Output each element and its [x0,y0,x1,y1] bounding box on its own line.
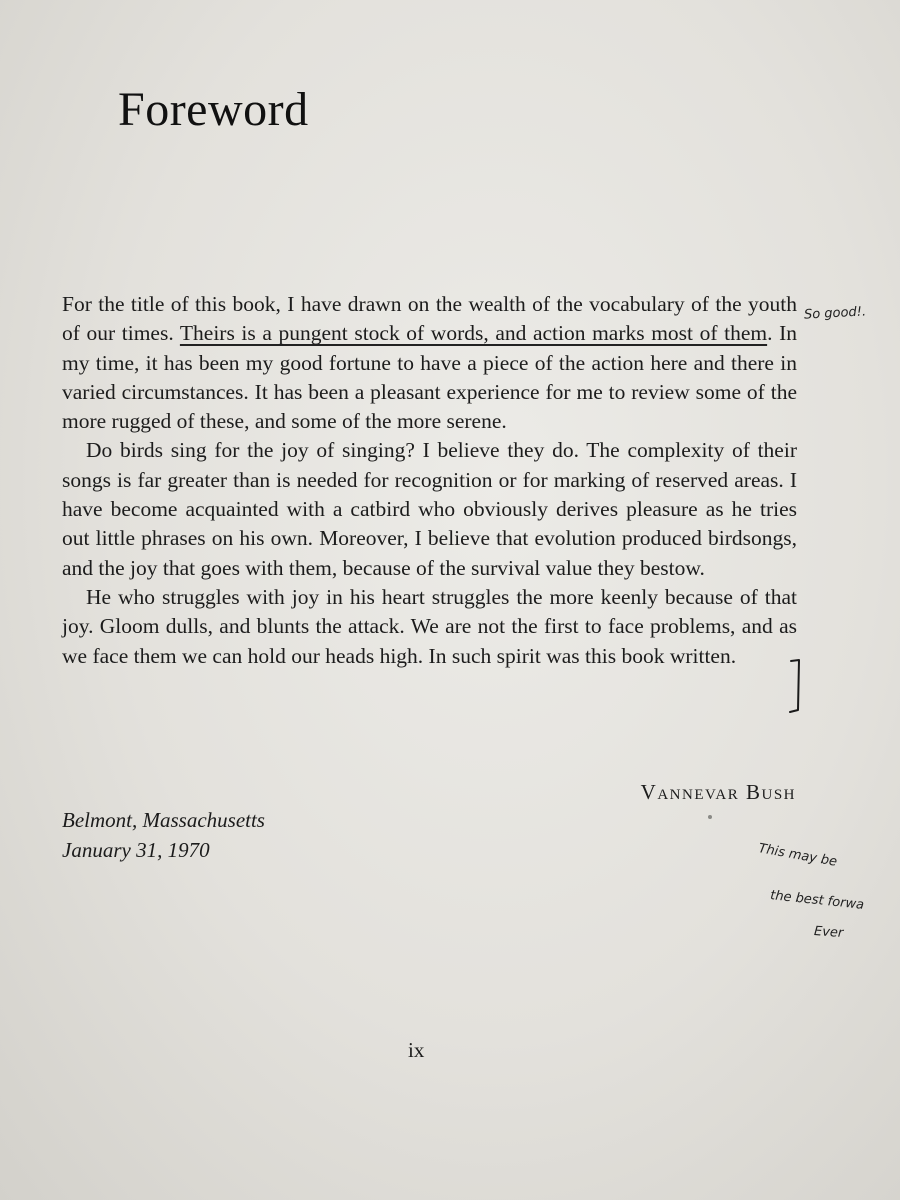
paragraph-1-start: For the title of this book, I have drawn on the wealth of the vocabulary of the youth of our times. [62,292,797,346]
underlined-phrase: Theirs is a pungent stock of words, and action marks most of them [179,321,768,346]
date-line: January 31, 1970 [62,838,210,862]
paragraph-1-end: . In my time, it has been my good fortune to have a piece of the action here and there in varied circumstances. It has been a pleasant experience for me to review some of the more rugged of these, and some of the more serene. [62,321,797,434]
margin-note-line-3: Ever [813,923,844,942]
ink-speck [708,815,712,819]
foreword-body [62,290,797,671]
margin-note-so-good: So good!. [803,304,867,323]
page-number: ix [408,1038,425,1062]
margin-note-line-1: This may be [757,841,839,870]
paragraph-3: He who struggles with joy in his heart struggles the more keenly because of that joy. Gloom dulls, and blunts the attack. We are not the first to face problems, and as we face them we can hold our heads high. In such spirit was this book written. [62,584,797,668]
margin-note-line-2: the best forwa [769,888,865,913]
place-line: Belmont, Massachusetts [62,808,265,832]
page-title: Foreword [118,83,309,136]
paragraph-2: Do birds sing for the joy of singing? I believe they do. The complexity of their songs is far greater than is needed for recognition or for marking of reserved areas. I have become acquainted with a catbird who obviously derives pleasure as he tries out little phrases on his own. Moreover, I believe that evolution produced birdsongs, and the joy that goes with them, because of the survival value they bestow. [62,438,797,580]
author-signature: Vannevar Bush [640,780,796,804]
handwritten-bracket-mark [788,658,804,718]
paragraph-1 [62,290,797,436]
